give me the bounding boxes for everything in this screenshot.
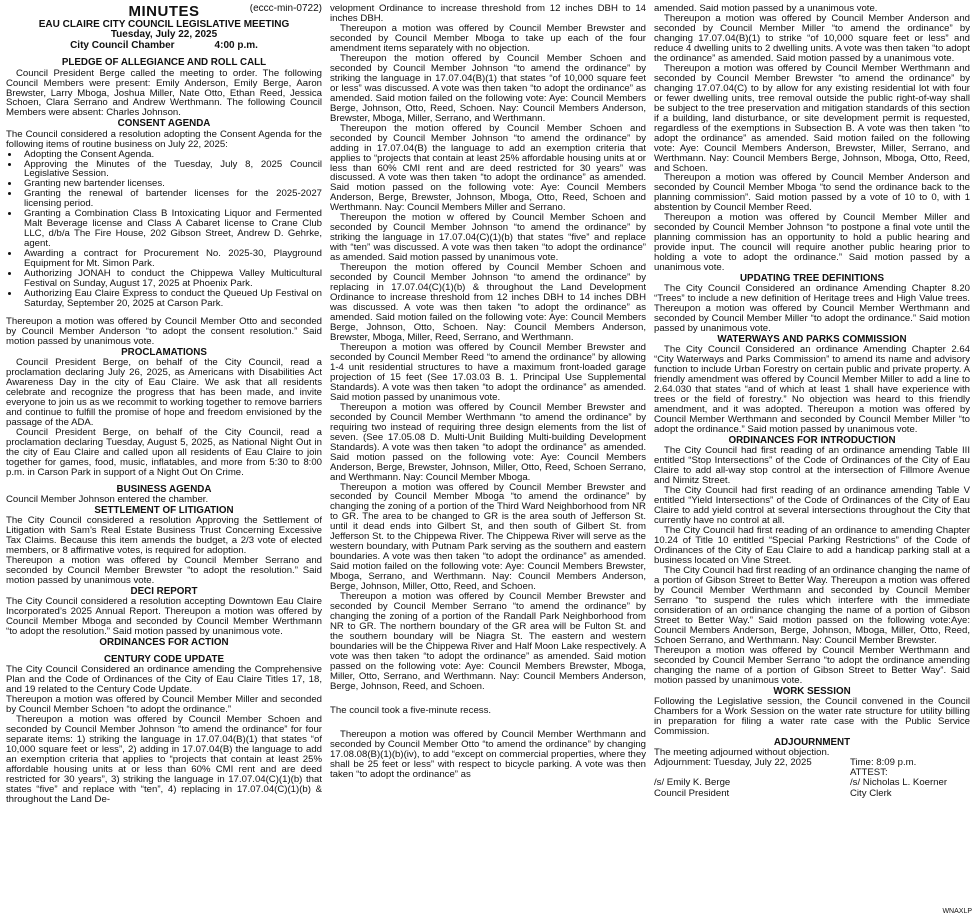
column-2	[330, 4, 646, 916]
list-item: • Granting new bartender licenses.	[20, 179, 322, 189]
paragraph-century-1: The City Council Considered an ordinance amending the Comprehensive Plan and the Code of Ordinances of the City of Eau Claire Titles 17, 18, and 19 related to the Century Code Update.	[6, 664, 322, 696]
section-heading-business: BUSINESS AGENDA	[116, 483, 212, 495]
paragraph-motion: Thereupon a motion was offered by Council Member Brewster and seconded by Council Member Mboga to take up each of the four amendment items separately with no objection.	[330, 22, 646, 54]
paragraph-motion: Thereupon a motion was offered by Council Member Werthmann and seconded by Council Member Otto “to amend the ordinance” by changing 17.08.08(B)(1)(b)(iv), to add “except on commercial properties, where they shall be 25 feet or less” with respect to bicycle parking. A vote was then taken “to adopt the ordinance” as	[330, 728, 646, 780]
paragraph-intro-4: The City Council had first reading of an ordinance changing the name of a portion of Gibson Street to Better Way. Thereupon a motion was offered by Council Member Werthmann and seconded by Council Member Serrano “to suspend the rules which interfere with the immediate consideration of an ordinance changing the name of a portion of Gibson Street to Better Way.” Said motion passed on the following vote:Aye: Council Members Anderson, Berge, Johnson, Mboga, Miller, Otto, Reed, Schoen Serrano, and Werthmann. Nay: Council Member Brewster.	[654, 564, 970, 646]
paragraph-motion: Thereupon a motion was offered by Council Member Brewster and seconded by Council Member Reed “to amend the ordinance” by allowing 1-4 unit residential structures to have a maximum front-loaded garage projection of 15 feet (See 17.03.03 B. 1. Principal Use Supplemental Standards). A vote was then taken “to adopt the ordinance” as amended. Said motion passed by unanimous vote.	[330, 341, 646, 403]
paragraph-intro-5: Thereupon a motion was offered by Council Member Werthmann and seconded by Council Member Serrano “to adopt the ordinance amending changing the name of a portion of Gibson Street to Better Way”. Said motion passed by unanimous vote.	[654, 644, 970, 686]
paragraph-motion: Thereupon the motion w offered by Council Member Schoen and seconded by Council Member Johnson “to amend the ordinance” by striking the language in 17.07.04(C)(1)(b) that states “five” and replace with “ten” was discussed. A vote was then taken “to adopt the ordinance” as amended. Said motion passed by unanimous vote.	[330, 212, 646, 264]
paragraph-continued: velopment Ordinance to increase threshold from 12 inches DBH to 14 inches DBH.	[330, 4, 646, 24]
column-1	[6, 4, 322, 916]
paragraph-consent: The Council considered a resolution adopting the Consent Agenda for the following items of routine business on July 22, 2025:	[6, 128, 322, 150]
list-item: • Granting a Combination Class B Intoxicating Liquor and Fermented Malt Beverage license and Class A Cabaret license to Crane Club LLC, d/b/a The Fire House, 202 Gibson Street, Andrew D. Gehrke, agent.	[20, 209, 322, 249]
notice-code: (eccc-min-0722)	[249, 4, 322, 14]
paragraph-proclamation-1: Council President Berge, on behalf of the City Council, read a proclamation declaring July 26, 2025, as Americans with Disabilities Act Awareness Day in the city of Eau Claire. We ask that all residents celebrate and recognize the progress that has been made, and invite everyone to join us as we recommit to working together to remove barriers and continue to fulfill the promise of hope and freedom envisioned by the passage of the ADA.	[6, 357, 322, 428]
paragraph-proclamation-2: Council President Berge, on behalf of the City Council, read a proclamation declaring Tuesday, August 5, 2025, as National Night Out in the city of Eau Claire and called upon all residents of Eau Claire to join together for games, food, music, inflatables, and more from 5:30 to 8:00 p.m. in Carson Park in support of a Night Out On Crime.	[6, 426, 322, 478]
paragraph-motion: Thereupon a motion was offered by Council Member Werthmann and seconded by Council Member Brewster “to amend the ordinance” by changing 17.07.04(C) to by allow for any existing residential lot with four or fewer dwelling units, tree removal outside the public right-of-way shall be subject to the tree preservation and mitigation standards of this section if a building, land disturbance, or site development permit is requested, regardless of the exemptions in Subsection B. A vote was then taken “to adopt the ordinance” as amended. Said motion failed on the following vote: Aye: Council Members Anderson, Brewster, Miller, Serrano, and Werthmann. Nay: Council Members Berge, Johnson, Mboga, Otto, Reed, and Schoen.	[654, 62, 970, 174]
paragraph-continued: amended. Said motion passed by a unanimous vote.	[654, 4, 878, 14]
paragraph-motion: Thereupon a motion was offered by Council Member Brewster and seconded by Council Member Werthmann “to amend the ordinance” by requiring two instead of requiring three design elements from the list of seven. (See 17.05.08 D. Multi-Unit Building Multi-building Development Standards). A vote was then taken “to adopt the ordinance” as amended. Said motion passed on the following vote: Aye: Council Members Anderson, Berge, Brewster, Johnson, Miller, Otto, Reed, Schoen Serrano, and Werthmann. Nay: Council Member Mboga.	[330, 401, 646, 483]
paragraph-business: Council Member Johnson entered the chamber.	[6, 493, 209, 505]
list-item: • Awarding a contract for Procurement No. 2025-30, Playground Equipment for Mt. Simon Park.	[20, 249, 322, 269]
section-heading-consent: CONSENT AGENDA	[117, 118, 211, 130]
list-item: • Authorizing JONAH to conduct the Chippewa Valley Multicultural Festival on Sunday, August 17, 2025 at Phoenix Park.	[20, 269, 322, 289]
page-title: MINUTES	[128, 4, 200, 21]
footer-code: WNAXLP	[942, 908, 972, 915]
signature-clerk: /s/ Nicholas L. Koerner	[850, 777, 948, 789]
meeting-time: 4:00 p.m.	[214, 39, 258, 51]
title-clerk: City Clerk	[850, 787, 892, 799]
list-item: • Granting the renewal of bartender licenses for the 2025-2027 licensing period.	[20, 189, 322, 209]
column-3	[654, 4, 970, 916]
consent-items-list	[6, 150, 322, 310]
paragraph-roll-call: Council President Berge called the meeting to order. The following Council Members were present: Emily Anderson, Emily Berge, Aaron Brewster, Larry Mboga, Joshua Miller, Nate Otto, Ethan Reed, Jessica Schoen, Clara Serrano and Andrew Werthmann. The following Council Members were absent: Charles Johnson.	[6, 67, 322, 119]
paragraph-century-3: Thereupon a motion was offered by Council Member Schoen and seconded by Council Member Johnson “to amend the ordinance” for four separate items: 1) striking the language in 17.07.04(B)(1) that states “of 10,000 square feet or less”, 2) adding in 17.07.04(B) the language to add an exemption criteria that applies to “projects that contain at least 25% affordable housing units at or less than 60% CMI rent and are deed restricted for 30 years”, 3) striking the language in 17.07.04(C)(1)(b) that states “five” and replace with “ten”, 4) replacing in 17.07.04(C)(1)(b) & throughout the Land De-	[6, 714, 322, 805]
section-heading-waterways: WATERWAYS AND PARKS COMMISSION	[717, 334, 907, 346]
meeting-location: City Council Chamber	[70, 39, 175, 51]
paragraph-intro-2: The City Council had first reading of an ordinance amending Table V entitled “Yield Intersections” of the Code of Ordinances of the City of Eau Claire to add yield control at several intersections throughout the City that currently have no control at all.	[654, 485, 970, 527]
adjournment-row	[654, 758, 970, 768]
spacer	[330, 692, 646, 706]
paragraph-litigation-2: Thereupon a motion was offered by Council Member Serrano and seconded by Council Member Brewster “to adopt the resolution.” Said motion passed by unanimous vote.	[6, 554, 322, 586]
paragraph-motion: Thereupon a motion was offered by Council Member Anderson and seconded by Council Member Mboga “to send the ordinance back to the planning commission”. Said motion passed by a vote of 10 to 0, with 1 abstention by Council Member Reed.	[654, 172, 970, 214]
section-heading-pledge: PLEDGE OF ALLEGIANCE AND ROLL CALL	[61, 57, 267, 69]
paragraph-tree: The City Council Considered an ordinance Amending Chapter 8.20 “Trees” to include a new definition of Heritage trees and High Value trees. Thereupon a motion was offered by Council Member Werthmann and seconded by Council Member Miller “to adopt the ordinance.” Said motion passed by unanimous vote.	[654, 283, 970, 335]
paragraph-litigation-1: The City Council considered a resolution Approving the Settlement of Litigation with Sam’s Real Estate Business Trust Concerning Excessive Tax Claims. Because this item amends the budget, a 2/3 vote of elected members, or 8 affirmative votes, is required for adoption.	[6, 515, 322, 556]
paragraph-motion: Thereupon a motion was offered by Council Member Miller and seconded by Council Member Johnson “to postpone a final vote until the planning commission has an opportunity to hold a public hearing and provide input. The council will require another public hearing prior to holding a vote to adopt the ordinance.” Said motion passed by a unanimous vote.	[654, 212, 970, 274]
section-heading-proclamations: PROCLAMATIONS	[121, 346, 207, 358]
adjournment-date: Adjournment: Tuesday, July 22, 2025	[654, 756, 812, 768]
meeting-location-row	[6, 41, 322, 51]
section-heading-adjournment: ADJOURNMENT	[773, 736, 851, 748]
section-heading-ordinances: ORDINANCES FOR ACTION	[99, 636, 229, 648]
attest-label: ATTEST:	[850, 767, 888, 779]
section-heading-century: CENTURY CODE UPDATE	[103, 654, 225, 666]
paragraph-motion: Thereupon a motion was offered by Council Member Brewster and seconded by Council Member Serrano “to amend the ordinance” by changing the zoning of a portion of the Randall Park Neighborhood from NR to GR. The northern boundary of the GR area will be Fulton St. and the southern boundary will be Niagra St. The eastern and western boundaries will be the Chippewa River and Half Moon Lake respectively. A vote was then taken “to adopt the ordinance” as amended. Said motion passed on the following vote: Aye: Council Members Brewster, Mboga, Miller, Otto, Serrano, and Werthmann. Nay: Council Members Anderson, Berge, Johnson, Reed, and Schoen.	[330, 591, 646, 692]
section-heading-deci: DECI REPORT	[130, 585, 198, 597]
section-heading-introduction: ORDINANCES FOR INTRODUCTION	[728, 435, 896, 447]
signature-president: /s/ Emily K. Berge	[654, 777, 731, 789]
paragraph-motion: Thereupon a motion was offered by Council Member Brewster and seconded by Council Member Mboga “to amend the ordinance” by changing the zoning of a portion of the Third Ward Neighborhood from NR to GR. The area to be changed to GR is the area south of Jefferson St. until it dead ends into Gilbert St, and then south of Gilbert St. from Jefferson St. to the Chippewa River. The Chippewa River will serve as the western boundary, with Putnam Park serving as the southern and eastern boundaries. A vote was then taken “to adopt the ordinance” as amended. Said motion failed on the following vote: Aye: Council Members Brewster, Mboga, Serrano, and Werthmann. Nay: Council Members Anderson, Berge, Johnson, Miller, Otto, Reed, and Schoen.	[330, 481, 646, 593]
section-heading-tree: UPDATING TREE DEFINITIONS	[739, 273, 885, 285]
paragraph-motion: Thereupon the motion offered by Council Member Schoen and seconded by Council Member Johnson “to amend the ordinance” by adding in 17.07.04(B) the language to add an exemption criteria that applies to “projects that contain at least 25% affordable housing units at or less than 60% CMI rent and are deed restricted for 30 years” was discussed. A vote was then taken “to adopt the ordinance” as amended. Said motion passed on the following vote: Aye: Council Members Anderson, Berge, Brewster, Johnson, Mboga, Otto, Reed, Schoen and Werthmann. Nay: Council Members Miller and Serrano.	[330, 122, 646, 214]
section-heading-work-session: WORK SESSION	[773, 685, 851, 697]
paragraph-adjournment: The meeting adjourned without objection.	[654, 746, 830, 758]
paragraph-intro-1: The City Council had first reading of an ordinance amending Table III entitled “Stop Intersections” of the Code of Ordinances of the City of Eau Claire to add all-way stop control at the intersection of Fillmore Avenue and Nimitz Street.	[654, 445, 970, 487]
paragraph-motion: Thereupon the motion offered by Council Member Schoen and seconded by Council Member Johnson “to amend the ordinance” by replacing in 17.07.04(C)(1)(b) & throughout the Land Development Ordinance to increase threshold from 12 inches DBH to 14 inches DBH was discussed. A vote was then taken “to adopt the ordinance” as amended. Said motion failed on the following vote: Aye: Council Members Berge, Johnson, Otto, Schoen. Nay: Council Members Anderson, Brewster, Mboga, Miller, Reed, Serrano, and Werthmann.	[330, 262, 646, 343]
list-item: • Authorizing Eau Claire Express to conduct the Queued Up Festival on Saturday, September 20, 2025 at Carson Park.	[20, 289, 322, 309]
paragraph-motion: Thereupon the motion offered by Council Member Schoen and seconded by Council Member Johnson “to amend the ordinance” by striking the language in 17.07.04(B)(1) that states “of 10,000 square feet or less” was discussed. A vote was then taken “to adopt the ordinance” as amended. Said motion failed on the following vote: Aye: Council Members Berge, Johnson, Otto, Reed, Schoen. Nay: Council Members Anderson, Brewster, Mboga, Miller, Serrano, and Werthmann.	[330, 52, 646, 124]
list-item: • Approving the Minutes of the Tuesday, July 8, 2025 Council Legislative Session.	[20, 160, 322, 180]
title-president: Council President	[654, 787, 730, 799]
paragraph-waterways: The City Council Considered an ordinance Amending Chapter 2.64 “City Waterways and Parks Commission” to amend its name and advisory function to include Urban Forestry on certain public and private property. A friendly amendment was offered by Council Member Miller to add a line to 2.64.030 that states “and of which at least 1 shall have experience with trees or the field of forestry.” No objection was heard to this friendly amendment, and it was adopted. Thereupon a motion was offered by Council Member Werthmann and seconded by Council Member Miller “to adopt the ordinance.” Said motion passed by unanimous vote.	[654, 344, 970, 436]
paragraph-motion: Thereupon a motion was offered by Council Member Anderson and seconded by Council Member Miller “to amend the ordinance” by changing 17.07.04(B)(1) to strike “of 10,000 square feet or less” and reduce 4 dwelling units to 2 dwelling units. A vote was then taken “to adopt the ordinance” as amended. Said motion passed by a unanimous vote.	[654, 12, 970, 64]
adjournment-time: Time: 8:09 p.m.	[850, 756, 917, 768]
meeting-name: EAU CLAIRE CITY COUNCIL LEGISLATIVE MEETING	[38, 18, 290, 30]
paragraph-recess: The council took a five-minute recess.	[330, 704, 492, 716]
paragraph-deci: The City Council considered a resolution accepting Downtown Eau Claire Incorporated’s 2025 Annual Report. Thereupon a motion was offered by Council Member Mboga and seconded by Council Member Werthmann “to adopt the resolution.” Said motion passed by unanimous vote.	[6, 596, 322, 637]
section-heading-litigation: SETTLEMENT OF LITIGATION	[94, 504, 234, 516]
spacer	[330, 716, 646, 730]
signature-title-row	[654, 789, 970, 799]
paragraph-century-2: Thereupon a motion was offered by Council Member Miller and seconded by Council Member Schoen “to adopt the ordinance.”	[6, 694, 322, 716]
paragraph-consent-motion: Thereupon a motion was offered by Council Member Otto and seconded by Council Member Anderson “to adopt the consent resolution.” Said motion passed by unanimous vote.	[6, 316, 322, 347]
paragraph-intro-3: The City Council had first reading of an ordinance to amending Chapter 10.24 of Title 10 entitled “Special Parking Restrictions” of the Code of Ordinances of the City of Eau Claire to add a handicap parking stall at a business located on Vine Street.	[654, 525, 970, 566]
meeting-date: Tuesday, July 22, 2025	[110, 29, 218, 41]
paragraph-work-session: Following the Legislative session, the Council convened in the Council Chambers for a Work Session on the water rate structure for utility billing in preparation for filing a water rate case with the Public Service Commission.	[654, 695, 970, 737]
list-item: • Adopting the Consent Agenda.	[20, 150, 322, 160]
